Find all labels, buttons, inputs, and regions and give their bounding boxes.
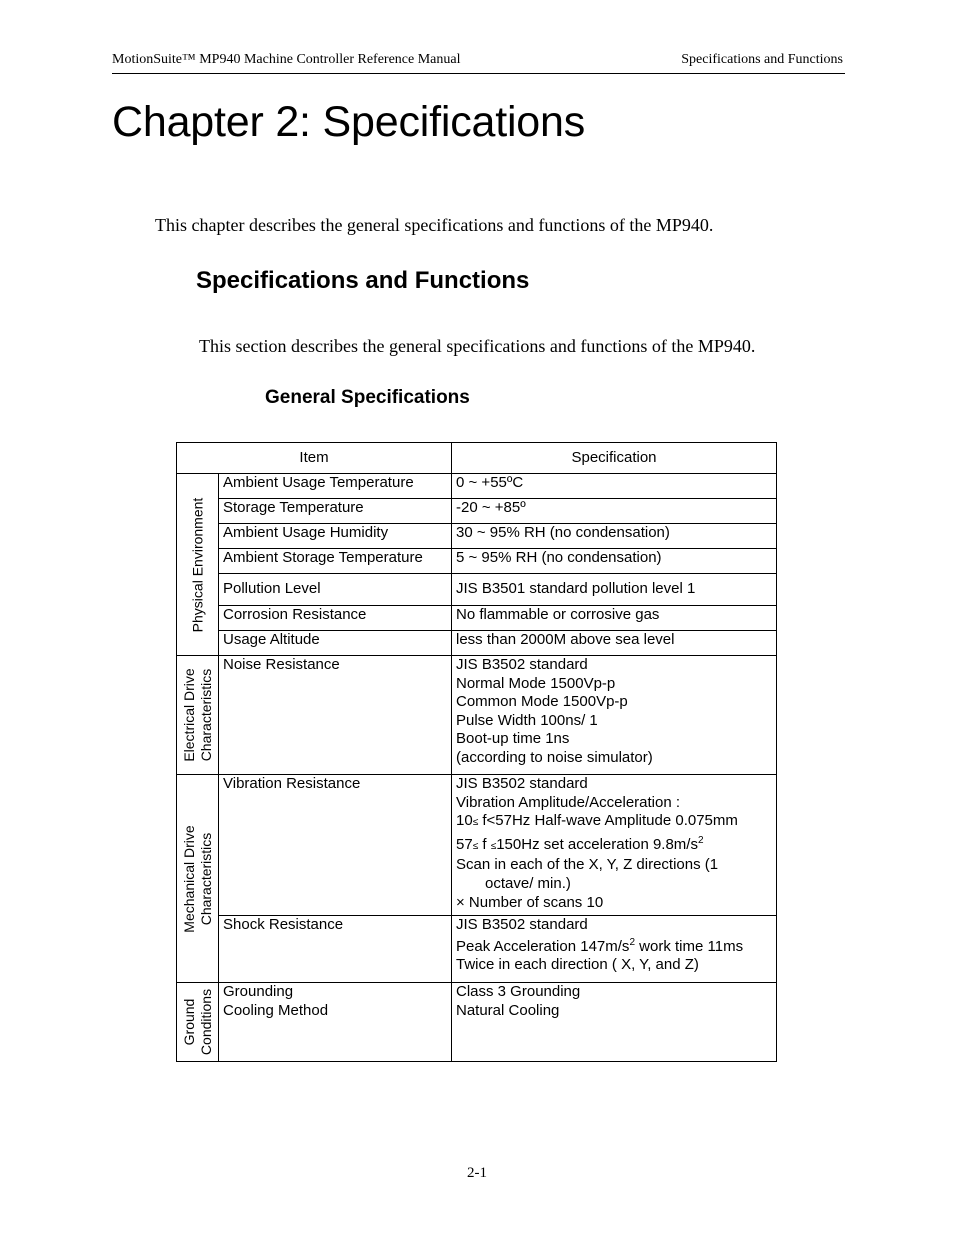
spec-line: JIS B3502 standard [456, 775, 588, 792]
item-cell: Storage Temperature [219, 499, 452, 524]
item-cell: Pollution Level [219, 574, 452, 606]
item-cell: Ambient Usage Temperature [219, 474, 452, 499]
spec-line: JIS B3502 standard [456, 656, 588, 673]
section-title: Specifications and Functions [196, 267, 530, 294]
superscript: 2 [629, 936, 635, 948]
section-intro: This section describes the general specifications and functions of the MP940. [199, 336, 756, 356]
spec-line [456, 833, 772, 857]
table-row [177, 656, 777, 775]
spec-line: Boot-up time 1ns [456, 730, 570, 748]
chapter-title: Chapter 2: Specifications [112, 98, 586, 146]
spec-line: × Number of scans 10 [456, 893, 604, 911]
spec-cell: No flammable or corrosive gas [452, 606, 777, 631]
category-label-line: Mechanical Drive [180, 824, 197, 933]
spec-cell: less than 2000M above sea level [452, 631, 777, 656]
item-cell [219, 983, 452, 1062]
category-label [181, 989, 215, 1055]
table-row [177, 916, 777, 983]
leq-symbol: ≤ [490, 840, 497, 852]
spec-cell: 30 ~ 95% RH (no condensation) [452, 524, 777, 549]
spec-line: Common Mode 1500Vp-p [456, 693, 628, 711]
item-cell: Shock Resistance [219, 916, 452, 983]
spec-line: octave/ min.) [485, 874, 571, 892]
spec-line: Class 3 Grounding [456, 983, 581, 1000]
category-electrical-drive [177, 656, 219, 775]
page-number: 2-1 [467, 1165, 487, 1181]
spec-line [456, 935, 772, 957]
spec-fragment: 57 [456, 835, 473, 853]
table-row [177, 983, 777, 1062]
item-cell: Usage Altitude [219, 631, 452, 656]
superscript: 2 [697, 834, 704, 846]
spec-cell [452, 775, 777, 916]
header-manual-title: MotionSuite™ MP940 Machine Controller Reference Manual [112, 52, 461, 67]
header-section-title: Specifications and Functions [681, 52, 843, 67]
category-label-line: Ground [180, 998, 197, 1046]
spec-cell: 0 ~ +55ºC [452, 474, 777, 499]
spec-fragment: 10 [456, 812, 473, 830]
item-cell: Corrosion Resistance [219, 606, 452, 631]
category-label-line: Electrical Drive [180, 668, 197, 762]
spec-fragment: 150Hz set acceleration 9.8m/s [496, 835, 698, 853]
spec-fragment: Peak Acceleration 147m/s [456, 937, 630, 955]
table-row [177, 606, 777, 631]
category-physical-environment [177, 474, 219, 656]
chapter-intro: This chapter describes the general specifications and functions of the MP940. [155, 215, 714, 235]
item-cell: Ambient Usage Humidity [219, 524, 452, 549]
category-label: Physical Environment [189, 497, 205, 632]
table-row [177, 499, 777, 524]
category-label-line: Conditions [197, 988, 214, 1056]
item-cell: Noise Resistance [219, 656, 452, 775]
table-row [177, 474, 777, 499]
spec-cell [452, 916, 777, 983]
spec-line: Twice in each direction ( X, Y, and Z) [456, 956, 699, 974]
table-row [177, 775, 777, 916]
category-label-line: Characteristics [197, 832, 214, 925]
subsection-title: General Specifications [265, 387, 470, 408]
running-header [112, 52, 845, 74]
category-label [181, 825, 215, 932]
spec-cell: JIS B3501 standard pollution level 1 [452, 574, 777, 606]
table-row [177, 574, 777, 606]
spec-line: Normal Mode 1500Vp-p [456, 674, 616, 692]
category-mechanical-drive [177, 775, 219, 983]
item-line: Grounding [223, 983, 294, 1000]
spec-fragment: work time 11ms [635, 937, 744, 955]
table-header-row [177, 443, 777, 474]
leq-symbol: ≤ [472, 840, 479, 852]
table-row [177, 631, 777, 656]
leq-symbol: ≤ [472, 817, 479, 829]
general-specifications-table [176, 442, 777, 1062]
spec-line: Scan in each of the X, Y, Z directions (1 [456, 856, 719, 874]
spec-line: Pulse Width 100ns/ 1 [456, 711, 598, 729]
spec-line: (according to noise simulator) [456, 748, 653, 766]
header-specification: Specification [452, 443, 777, 474]
category-label [181, 668, 215, 761]
spec-line: Natural Cooling [456, 1001, 560, 1019]
header-item: Item [177, 443, 452, 474]
spec-cell: 5 ~ 95% RH (no condensation) [452, 549, 777, 574]
spec-line: JIS B3502 standard [456, 916, 588, 933]
item-cell: Ambient Storage Temperature [219, 549, 452, 574]
spec-cell [452, 983, 777, 1062]
table-row [177, 524, 777, 549]
spec-fragment: f<57Hz Half-wave Amplitude 0.075mm [478, 812, 738, 830]
table-row [177, 549, 777, 574]
spec-cell: -20 ~ +85º [452, 499, 777, 524]
spec-line [456, 812, 772, 833]
item-line: Cooling Method [223, 1001, 329, 1019]
spec-fragment: f [478, 835, 491, 853]
item-cell: Vibration Resistance [219, 775, 452, 916]
spec-cell [452, 656, 777, 775]
spec-line: Vibration Amplitude/Acceleration : [456, 793, 681, 811]
category-ground-conditions [177, 983, 219, 1062]
category-label-line: Characteristics [197, 668, 214, 762]
